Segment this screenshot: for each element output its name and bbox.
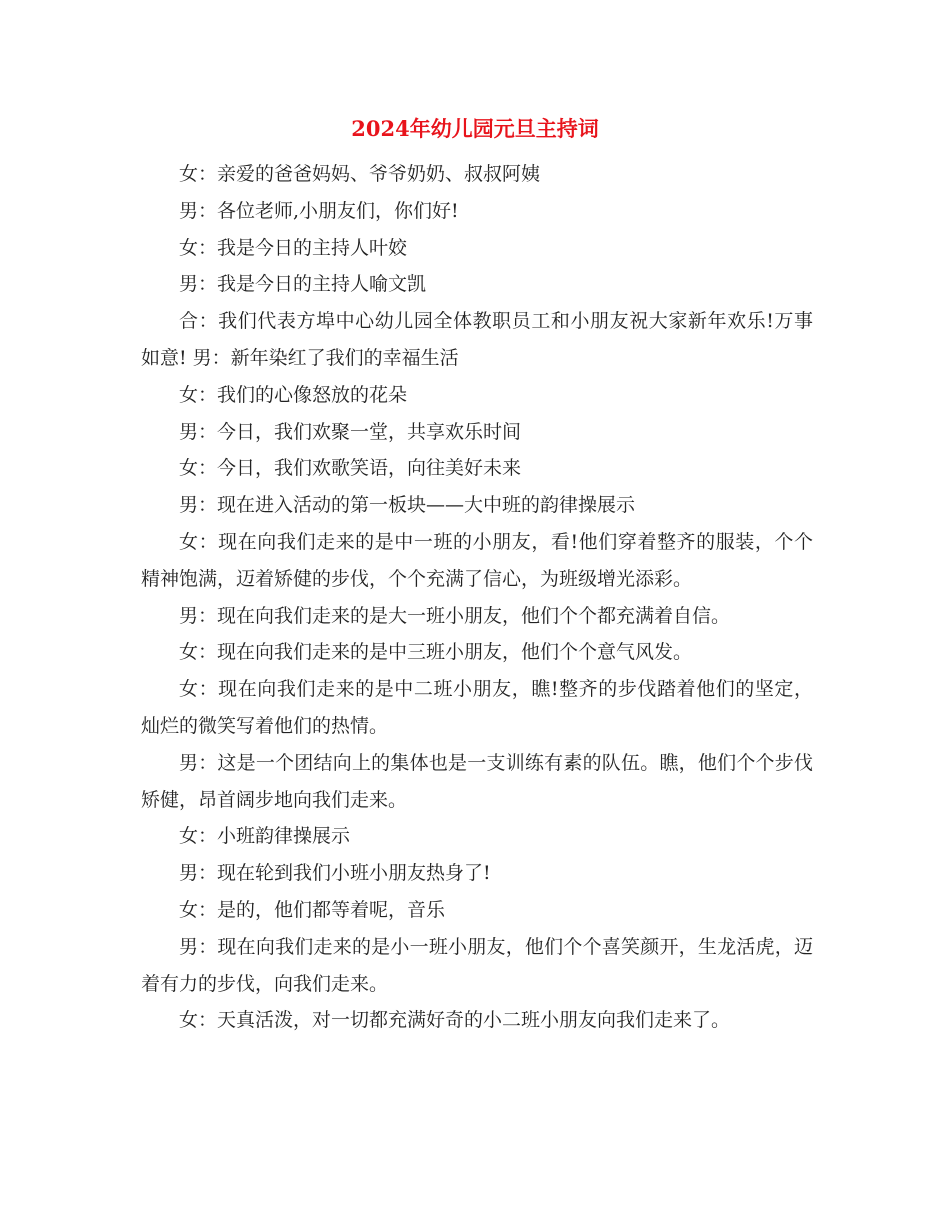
paragraph: 女：现在向我们走来的是中一班的小朋友，看!他们穿着整齐的服装，个个精神饱满，迈着矫健的步伐，个个充满了信心，为班级增光添彩。	[141, 530, 813, 590]
paragraph: 女：是的，他们都等着呢，音乐	[179, 898, 446, 921]
paragraph: 男：这是一个团结向上的集体也是一支训练有素的队伍。瞧，他们个个步伐矫健，昂首阔步地向我们走来。	[141, 751, 813, 811]
paragraph: 女：亲爱的爸爸妈妈、爷爷奶奶、叔叔阿姨	[179, 163, 541, 185]
paragraph: 女：小班韵律操展示	[179, 825, 351, 848]
paragraph: 男：现在进入活动的第一板块——大中班的韵律操展示	[179, 494, 636, 517]
paragraph: 女：我们的心像怒放的花朵	[179, 383, 408, 406]
paragraph: 男：现在轮到我们小班小朋友热身了!	[179, 862, 491, 885]
paragraph: 男：今日，我们欢聚一堂，共享欢乐时间	[179, 420, 522, 443]
paragraph: 女：今日，我们欢歌笑语，向往美好未来	[179, 457, 522, 480]
paragraph: 女：现在向我们走来的是中三班小朋友，他们个个意气风发。	[179, 641, 693, 664]
document-body	[141, 156, 813, 1039]
paragraph: 女：天真活泼，对一切都充满好奇的小二班小朋友向我们走来了。	[179, 1009, 731, 1032]
paragraph: 女：现在向我们走来的是中二班小朋友，瞧!整齐的步伐踏着他们的坚定，灿烂的微笑写着他们的热情。	[141, 678, 813, 737]
paragraph: 男：我是今日的主持人喻文凯	[179, 273, 427, 296]
paragraph: 男：现在向我们走来的是小一班小朋友，他们个个喜笑颜开，生龙活虎，迈着有力的步伐，向我们走来。	[141, 935, 813, 995]
paragraph: 男：现在向我们走来的是大一班小朋友，他们个个都充满着自信。	[179, 604, 731, 627]
document-title: 2024年幼儿园元旦主持词	[351, 116, 599, 141]
paragraph: 男：各位老师,小朋友们，你们好!	[179, 199, 459, 222]
paragraph: 女：我是今日的主持人叶姣	[179, 236, 408, 259]
paragraph: 合：我们代表方埠中心幼儿园全体教职员工和小朋友祝大家新年欢乐!万事如意! 男：新年染红了我们的幸福生活	[141, 310, 813, 369]
